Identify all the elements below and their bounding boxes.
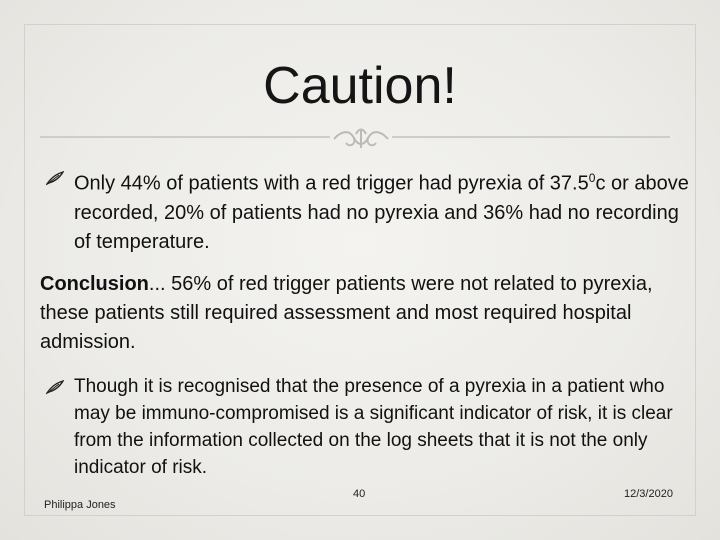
feather-bullet-icon — [46, 379, 64, 395]
conclusion-label: Conclusion — [40, 273, 149, 295]
degree-superscript: 0 — [588, 171, 596, 185]
ornament-divider-icon — [330, 126, 392, 152]
bullet-text-before: Only 44% of patients with a red trigger had pyrexia of 37.5 — [74, 172, 589, 195]
slide-title: Caution! — [263, 57, 457, 115]
divider-rule-right — [392, 136, 670, 138]
bullet-text-after: c or above recorded, 20% of patients had no pyrexia and 36% had no recording of temperature. — [74, 172, 689, 253]
bullet-risk-indicator: Though it is recognised that the presence of a pyrexia in a patient who may be immuno-compromised is a significant indicator of risk, it is clear from the information collected on the log sheets that it is not the only indicator of risk. — [74, 376, 673, 478]
footer-author: Philippa Jones — [44, 499, 116, 511]
conclusion-paragraph — [40, 270, 700, 357]
footer-date: 12/3/2020 — [624, 488, 673, 500]
conclusion-text: ... 56% of red trigger patients were not related to pyrexia, these patients still required assessment and most required hospital admission. — [40, 273, 653, 353]
feather-bullet-icon — [46, 170, 64, 186]
divider-rule-left — [40, 136, 330, 138]
bullet-pyrexia-stats — [74, 164, 694, 257]
footer-page-number: 40 — [353, 488, 366, 500]
